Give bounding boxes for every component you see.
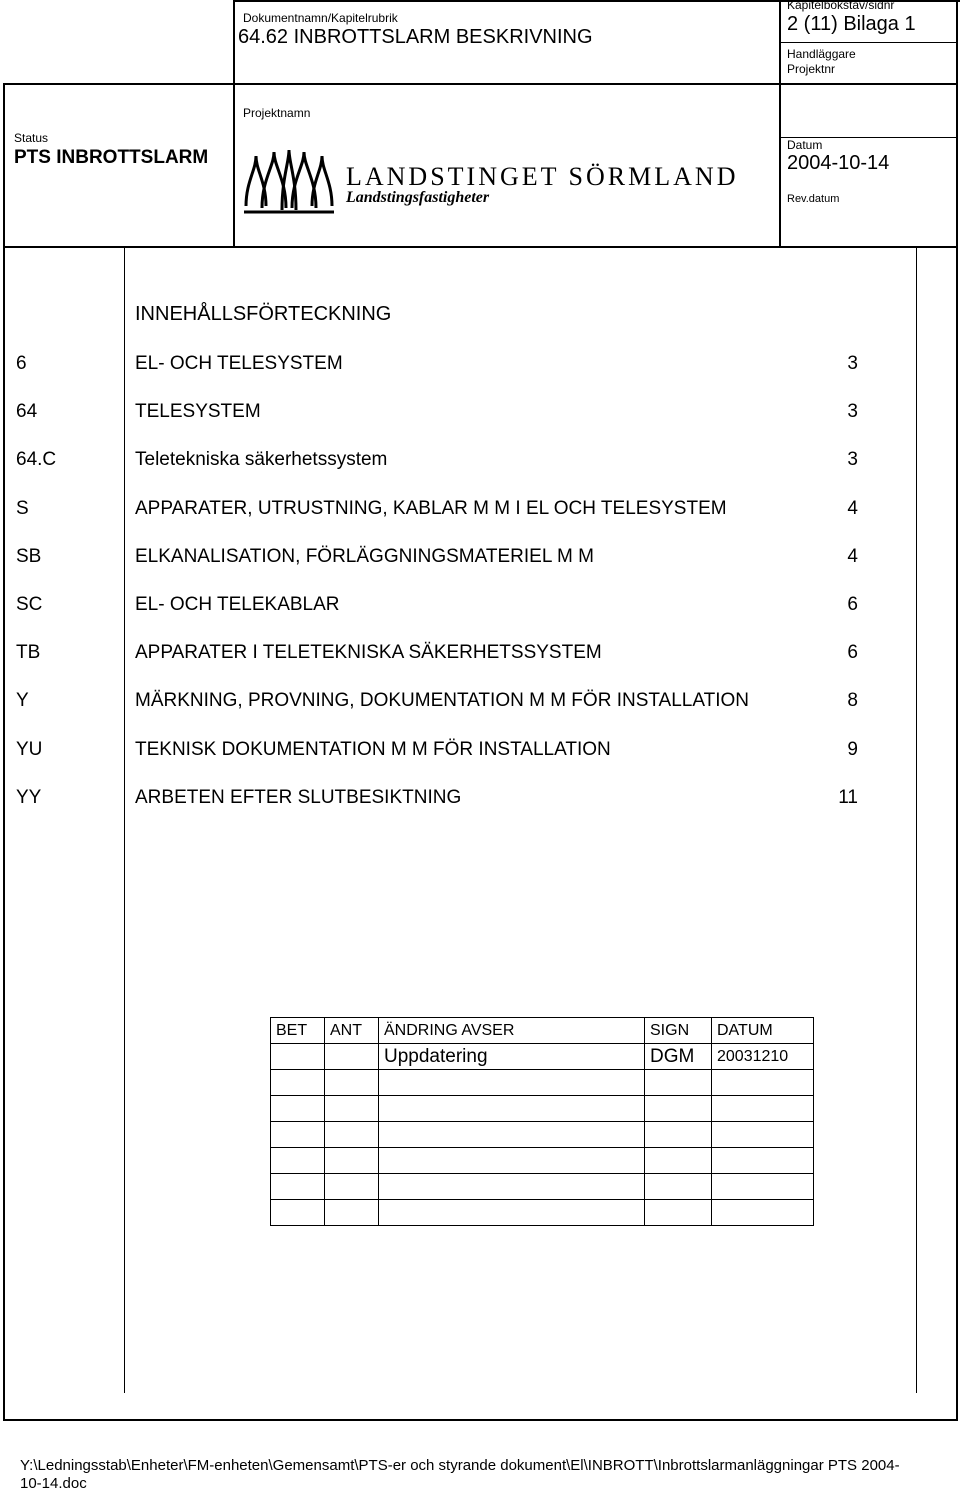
table-row — [271, 1174, 814, 1200]
revision-cell — [325, 1148, 379, 1174]
toc-item-page: 11 — [838, 786, 858, 808]
date-label: Datum — [787, 138, 823, 152]
project-name-label: Projektnamn — [243, 106, 311, 120]
chapter-value: 2 (11) Bilaga 1 — [787, 13, 916, 35]
revision-header-cell: ÄNDRING AVSER — [379, 1018, 645, 1044]
rev-date-label: Rev.datum — [787, 193, 840, 205]
handler-label: Handläggare — [787, 47, 856, 61]
revision-cell — [712, 1200, 814, 1226]
toc-item-code: 6 — [16, 353, 27, 374]
revision-header-cell: BET — [271, 1018, 325, 1044]
status-value: PTS INBROTTSLARM — [14, 147, 209, 168]
table-row — [271, 1200, 814, 1226]
revision-cell — [271, 1148, 325, 1174]
table-row — [271, 1044, 814, 1070]
table-row — [271, 1148, 814, 1174]
toc-item-title: EL- OCH TELESYSTEM — [135, 353, 343, 374]
revision-cell — [645, 1174, 712, 1200]
revision-cell — [271, 1044, 325, 1070]
frame-header-divider-top — [3, 83, 958, 85]
toc-heading: INNEHÅLLSFÖRTECKNING — [135, 303, 392, 325]
revision-cell: Uppdatering — [379, 1044, 645, 1070]
frame-body-right — [916, 248, 917, 1393]
revision-cell — [379, 1096, 645, 1122]
revision-cell: DGM — [645, 1044, 712, 1070]
revision-cell — [325, 1044, 379, 1070]
logo-main-text: LANDSTINGET SÖRMLAND — [346, 162, 739, 191]
toc-item-code: SC — [16, 594, 43, 615]
frame-bottom — [3, 1419, 958, 1421]
revision-header-cell: DATUM — [712, 1018, 814, 1044]
revision-cell — [645, 1096, 712, 1122]
toc-item-title: APPARATER I TELETEKNISKA SÄKERHETSSYSTEM — [135, 642, 602, 664]
revision-header-cell: SIGN — [645, 1018, 712, 1044]
revision-cell — [379, 1148, 645, 1174]
revision-cell — [712, 1122, 814, 1148]
status-label: Status — [14, 131, 49, 145]
crown-emblem-icon — [242, 148, 336, 216]
revision-cell — [379, 1200, 645, 1226]
landstinget-logo — [242, 148, 739, 218]
toc-item-page: 3 — [847, 449, 858, 471]
toc-item-page: 6 — [847, 642, 858, 664]
toc-item-code: YU — [16, 738, 43, 760]
toc-item-code: YY — [16, 786, 42, 808]
revision-header-cell: ANT — [325, 1018, 379, 1044]
toc-item-page: 4 — [847, 545, 858, 567]
revision-cell — [271, 1122, 325, 1148]
revision-table — [270, 1017, 814, 1226]
frame-right-cell-div1 — [779, 42, 958, 43]
toc-item-title: TELESYSTEM — [135, 401, 261, 423]
revision-cell — [325, 1174, 379, 1200]
toc-item-title: ARBETEN EFTER SLUTBESIKTNING — [135, 786, 462, 808]
toc-item-page: 8 — [847, 690, 858, 712]
revision-cell — [645, 1200, 712, 1226]
revision-cell — [325, 1096, 379, 1122]
revision-cell — [379, 1122, 645, 1148]
revision-cell — [271, 1200, 325, 1226]
toc-item-code: S — [16, 497, 29, 519]
frame-body-left — [124, 248, 125, 1393]
revision-cell — [271, 1096, 325, 1122]
revision-cell — [712, 1096, 814, 1122]
toc-item-code: Y — [16, 690, 29, 712]
revision-cell — [645, 1070, 712, 1096]
revision-cell — [271, 1070, 325, 1096]
toc-item-page: 9 — [847, 738, 858, 760]
chapter-label: Kapitelbokstav/sidnr — [787, 0, 895, 12]
revision-cell — [712, 1174, 814, 1200]
table-row — [271, 1096, 814, 1122]
frame-right-outer — [956, 0, 958, 1421]
toc-item-title: Teletekniska säkerhetssystem — [135, 449, 388, 471]
frame-col-left — [233, 0, 235, 248]
revision-cell — [325, 1070, 379, 1096]
revision-table-header — [271, 1018, 814, 1044]
toc-item-code: TB — [16, 642, 41, 664]
revision-cell — [645, 1122, 712, 1148]
toc-item-title: EL- OCH TELEKABLAR — [135, 594, 340, 615]
logo-sub-text: Landstingsfastigheter — [346, 189, 490, 206]
revision-cell — [712, 1148, 814, 1174]
frame-col-right — [779, 0, 781, 248]
toc-item-title: TEKNISK DOKUMENTATION M M FÖR INSTALLATION — [135, 738, 611, 760]
frame-header-bottom — [3, 246, 958, 248]
footer-file-path: Y:\Ledningsstab\Enheter\FM-enheten\Gemensamt\PTS-er och styrande dokument\El\INBROTT\Inbrottslarmanläggningar PTS 2004-10-14.doc — [20, 1457, 900, 1492]
toc-item-code: SB — [16, 545, 42, 567]
revision-cell — [325, 1200, 379, 1226]
table-row — [271, 1070, 814, 1096]
revision-cell: 20031210 — [712, 1044, 814, 1070]
toc-item-page: 3 — [847, 401, 858, 423]
table-row — [271, 1122, 814, 1148]
revision-cell — [271, 1174, 325, 1200]
revision-cell — [325, 1122, 379, 1148]
revision-cell — [379, 1070, 645, 1096]
toc-item-page: 4 — [847, 497, 858, 519]
revision-cell — [712, 1070, 814, 1096]
toc-item-page: 3 — [847, 353, 858, 374]
toc-item-code: 64.C — [16, 449, 57, 471]
date-value: 2004-10-14 — [787, 152, 890, 174]
doc-name-label: Dokumentnamn/Kapitelrubrik — [243, 11, 398, 25]
toc-item-title: ELKANALISATION, FÖRLÄGGNINGSMATERIEL M M — [135, 545, 594, 567]
project-no-label: Projektnr — [787, 62, 836, 76]
revision-cell — [645, 1148, 712, 1174]
toc-item-page: 6 — [847, 594, 858, 615]
frame-left-outer — [3, 83, 5, 1421]
toc-item-title: MÄRKNING, PROVNING, DOKUMENTATION M M FÖR INSTALLATION — [135, 690, 750, 712]
revision-cell — [379, 1174, 645, 1200]
toc-item-title: APPARATER, UTRUSTNING, KABLAR M M I EL OCH TELESYSTEM — [135, 497, 727, 519]
doc-title: 64.62 INBROTTSLARM BESKRIVNING — [238, 26, 593, 48]
toc-item-code: 64 — [16, 401, 38, 423]
